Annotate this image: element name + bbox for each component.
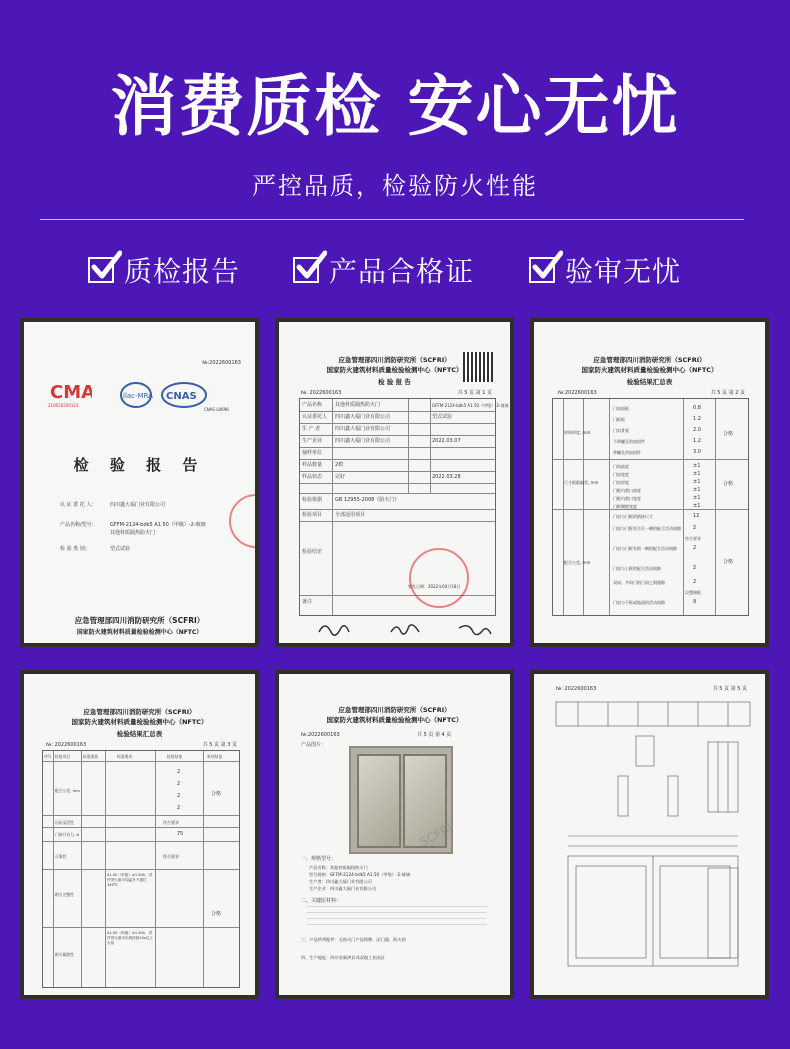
center-name: 国家防火建筑材料质量检验检测中心（NFTC） [76,629,203,636]
page-count: 共 5 页 第 5 页 [712,686,747,692]
qr-code [463,352,493,382]
report-number: №: 2022600163 [46,742,87,748]
svg-text:ilac-MRA: ilac-MRA [123,392,153,400]
svg-text:CNAS: CNAS [166,391,197,402]
report-subtitle: 检 验 报 告 [378,378,411,386]
report-number: №: 2022600163 [301,390,342,396]
type-value: 型式试验 [110,546,131,552]
report-number: №:2022600163 [558,390,597,396]
center-name: 国家防火建筑材料质量检验检测中心（NFTC） [326,716,463,724]
badge-product-certificate [293,250,474,290]
result-table: 材料厚度, mm 尺寸极限偏差, mm 配合公差, mm 门扇面板 门框板 门扇骨架 不带螺孔的加固件 带螺孔的加固件 门扇高度 门扇宽度 门扇厚度 门框内裁口高度 门框内裁口宽度 门框侧壁宽度 门扇与门框的搭接尺寸 门扇与门框有合页一侧的配合活动间隙 门扇与门框有锁一侧的配合活动间隙 门扇与上框的配合活动间隙 双扇、多扇门的门扇之间缝隙 门扇与下框或地面的活动间隙 0.8 1.2 2.0 1.2 3.0 ±1 ±1 ±1 ±1 ±1 ±1 12 2 2 2 2 9 符合要求 设置储板 合格 合格 合格 [552,398,749,616]
center-name: 国家防火建筑材料质量检验检测中心（NFTC） [581,366,718,374]
watermark: SCFRI [417,820,455,850]
badge-row [0,250,790,290]
report-page-2-image [530,318,769,647]
signature-marks [309,618,509,642]
org-name: 应急管理部四川消防研究所（SCFRI） [338,706,451,714]
ilac-logo [119,380,153,410]
spec-heading: 一、规格型号： [301,856,337,862]
result-table: 序号 检验项目 标准条款 标准要求 检验结果 单项结论 配合公差, mm 启闭灵活性 门扇开启力, N 可靠性 耐火完整性 耐火隔热性 2 2 2 2 符合要求 75 符合要求 合格 合格 A1.50（甲级）≥1.50h，试件背火面平均温升不超过140℃ A1.50（甲级）≥1.50h，试件背火面未出现持续10s以上火焰 [42,750,240,988]
report-page-1-image [275,318,514,647]
address-note: 四、生产地址：四川省新津县邓双镇工业园区 [301,955,385,960]
report-title: 检 验 报 告 [73,456,206,474]
product-value: GFFM-2124-bdk5 A1.50（甲级）-2-玻璃 [110,522,206,528]
page-title: 消费质检 安心无忧 [110,68,680,145]
svg-text:CMA: CMA [50,382,92,402]
type-label: 检 验 类 别： [60,546,90,552]
center-name: 国家防火建筑材料质量检验检测中心（NFTC） [326,366,463,374]
accessories-note: 三、产品所带配件：无防火门产品铭牌、闭门器、防火锁 [301,937,406,942]
table-title: 检验结果汇总表 [116,730,163,738]
report-number: №:2022600163 [301,732,340,738]
info-table: 产品名称 认证委托人 生 产 者 生产企业 抽样单位 样品数量 样品状态 检验依据 检验项目 检验结论 备注 其他材质隔热防火门 四川鑫大福门业有限公司 四川鑫大福门业有限公司 四川鑫大福门业有限公司 2樘 完好 GB 12955-2008《防火门》 全部适用项目 GFFM-2124-bdk5 A1.50（甲级）-2-玻璃 型式试验 2022.03.07 2022.03.28 签发日期：2022年04月18日 [299,398,496,616]
badge-quality-report [88,250,240,290]
table-title: 检验结果汇总表 [626,378,673,386]
page-subtitle: 严控品质，检验防火性能 [252,172,538,200]
door-technical-drawing [548,696,758,986]
photo-label: 产品图片： [301,742,327,748]
org-name: 应急管理部四川消防研究所（SCFRI） [338,356,451,364]
center-name: 国家防火建筑材料质量检验检测中心（NFTC） [71,718,208,726]
org-name: 应急管理部四川消防研究所（SCFRI） [593,356,706,364]
product-label: 产品名称/型号： [60,522,97,528]
cnas-logo [160,380,208,410]
check-box-icon [88,257,114,283]
badge-review-assured [529,250,681,290]
report-page-5-image [530,670,769,999]
org-name: 应急管理部四川消防研究所（SCFRI） [74,616,205,625]
report-cover-image [20,318,259,647]
header-divider [40,219,744,220]
red-seal [409,548,469,608]
badge-label: 验审无忧 [565,255,682,288]
check-box-icon [529,257,555,283]
materials-heading: 二、关键原材料： [301,898,342,904]
report-page-4-image: 应急管理部四川消防研究所（SCFRI） 国家防火建筑材料质量检验检测中心（NFTC） №:2022600163 共 5 页 第 4 页 产品图片： SCFRI 一、规格型号： 产品名称：其他材质隔热防火门 型号规格：GFFM-2124-bdk5 A1.50（甲级）-2-玻璃 生产者：四川鑫大福门业有限公司 生产企业：四川鑫大福门业有限公司 二、关键原材料： 三、产品所带配件：无防火门产品铭牌、闭门器、防火锁 四、生产地址：四川省新津县邓双镇工业园区 [275,670,514,999]
red-seal [229,494,259,548]
page-count: 共 5 页 第 1 页 [457,390,492,396]
badge-label: 质检报告 [124,255,241,288]
check-box-icon [293,257,319,283]
page-count: 共 5 页 第 4 页 [417,732,452,738]
page-count: 共 5 页 第 3 页 [202,742,237,748]
badge-label: 产品合格证 [329,255,475,288]
product-value-2: 其他材质隔热防火门 [110,530,156,536]
report-page-3-image [20,670,259,999]
report-number: №:2022600163 [202,360,241,366]
report-number: №: 2022600163 [556,686,597,692]
cnas-number: CNAS L0696 [204,407,229,412]
page-count: 共 5 页 第 2 页 [710,390,745,396]
client-label: 认 证 委 托 人： [60,502,97,508]
client-value: 四川鑫大福门业有限公司 [110,502,166,508]
cma-logo: CMA 210020204123 [48,380,92,410]
org-name: 应急管理部四川消防研究所（SCFRI） [83,708,196,716]
